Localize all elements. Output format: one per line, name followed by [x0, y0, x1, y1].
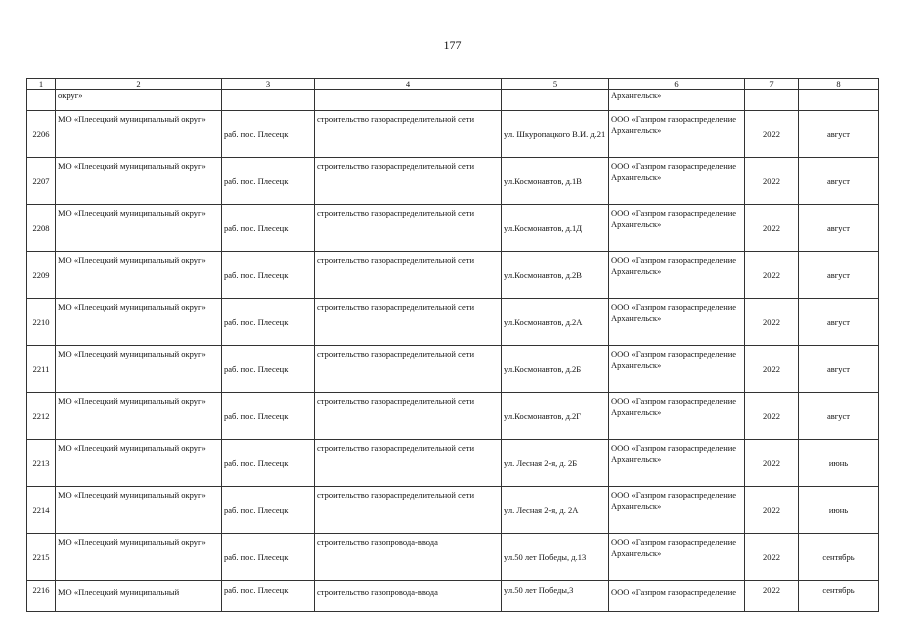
- cell-municipality: МО «Плесецкий муниципальный округ»: [56, 393, 222, 440]
- cell-address: ул. Лесная 2-я, д. 2А: [502, 487, 609, 534]
- cell-settlement: раб. пос. Плесецк: [222, 205, 315, 252]
- cell-year: 2022: [745, 205, 799, 252]
- cell-month: август: [799, 252, 879, 299]
- cell-organization: ООО «Газпром газораспределение Архангельск»: [609, 440, 745, 487]
- cell-no: 2207: [27, 158, 56, 205]
- cell-settlement: раб. пос. Плесецк: [222, 581, 315, 612]
- table-row: [27, 299, 879, 346]
- cell-municipality: МО «Плесецкий муниципальный округ»: [56, 534, 222, 581]
- table-row: [27, 205, 879, 252]
- cell-year: 2022: [745, 252, 799, 299]
- cell-work: строительство газопровода-ввода: [315, 581, 502, 612]
- cell-address: ул. Шкуропацкого В.И. д.21: [502, 111, 609, 158]
- cell-work: строительство газораспределительной сети: [315, 487, 502, 534]
- cell-address: [502, 90, 609, 111]
- column-header: 5: [502, 79, 609, 90]
- cell-year: 2022: [745, 487, 799, 534]
- cell-no: 2214: [27, 487, 56, 534]
- cell-month: август: [799, 299, 879, 346]
- cell-settlement: раб. пос. Плесецк: [222, 111, 315, 158]
- cell-month: август: [799, 158, 879, 205]
- cell-month: август: [799, 393, 879, 440]
- cell-municipality: округ»: [56, 90, 222, 111]
- column-header: 7: [745, 79, 799, 90]
- cell-address: ул.Космонавтов, д.2А: [502, 299, 609, 346]
- table-row: [27, 346, 879, 393]
- cell-municipality: МО «Плесецкий муниципальный округ»: [56, 205, 222, 252]
- cell-year: 2022: [745, 299, 799, 346]
- cell-municipality: МО «Плесецкий муниципальный округ»: [56, 299, 222, 346]
- table-row: [27, 111, 879, 158]
- cell-work: строительство газораспределительной сети: [315, 252, 502, 299]
- cell-no: 2216: [27, 581, 56, 612]
- cell-organization: ООО «Газпром газораспределение Архангельск»: [609, 299, 745, 346]
- cell-work: строительство газораспределительной сети: [315, 346, 502, 393]
- cell-address: ул.Космонавтов, д.2Б: [502, 346, 609, 393]
- cell-organization: ООО «Газпром газораспределение Архангельск»: [609, 393, 745, 440]
- cell-municipality: МО «Плесецкий муниципальный: [56, 581, 222, 612]
- cell-no: 2213: [27, 440, 56, 487]
- table-row: [27, 252, 879, 299]
- cell-work: строительство газопровода-ввода: [315, 534, 502, 581]
- cell-organization: ООО «Газпром газораспределение Архангельск»: [609, 346, 745, 393]
- cell-year: 2022: [745, 393, 799, 440]
- cell-organization: ООО «Газпром газораспределение: [609, 581, 745, 612]
- cell-month: июнь: [799, 440, 879, 487]
- cell-municipality: МО «Плесецкий муниципальный округ»: [56, 111, 222, 158]
- cell-settlement: раб. пос. Плесецк: [222, 252, 315, 299]
- cell-settlement: раб. пос. Плесецк: [222, 393, 315, 440]
- cell-organization: ООО «Газпром газораспределение Архангельск»: [609, 487, 745, 534]
- cell-organization: ООО «Газпром газораспределение Архангельск»: [609, 205, 745, 252]
- cell-settlement: раб. пос. Плесецк: [222, 487, 315, 534]
- cell-settlement: раб. пос. Плесецк: [222, 440, 315, 487]
- cell-settlement: раб. пос. Плесецк: [222, 299, 315, 346]
- cell-month: июнь: [799, 487, 879, 534]
- cell-address: ул.Космонавтов, д.1В: [502, 158, 609, 205]
- cell-address: ул.50 лет Победы, д.13: [502, 534, 609, 581]
- cell-settlement: раб. пос. Плесецк: [222, 158, 315, 205]
- cell-settlement: [222, 90, 315, 111]
- column-header: 3: [222, 79, 315, 90]
- cell-address: ул. Лесная 2-я, д. 2Б: [502, 440, 609, 487]
- cell-no: 2210: [27, 299, 56, 346]
- cell-work: строительство газораспределительной сети: [315, 299, 502, 346]
- column-header: 1: [27, 79, 56, 90]
- column-header: 8: [799, 79, 879, 90]
- cell-address: ул.Космонавтов, д.1Д: [502, 205, 609, 252]
- cell-year: 2022: [745, 440, 799, 487]
- table-row: [27, 158, 879, 205]
- cell-organization: ООО «Газпром газораспределение Архангельск»: [609, 252, 745, 299]
- column-header: 4: [315, 79, 502, 90]
- cell-address: ул.50 лет Победы,3: [502, 581, 609, 612]
- cell-month: сентябрь: [799, 581, 879, 612]
- cell-address: ул.Космонавтов, д.2В: [502, 252, 609, 299]
- continuation-row: [27, 90, 879, 111]
- cell-settlement: раб. пос. Плесецк: [222, 534, 315, 581]
- cell-month: сентябрь: [799, 534, 879, 581]
- cell-organization: ООО «Газпром газораспределение Архангельск»: [609, 158, 745, 205]
- table-row: [27, 393, 879, 440]
- cell-month: [799, 90, 879, 111]
- cell-month: август: [799, 111, 879, 158]
- cell-settlement: раб. пос. Плесецк: [222, 346, 315, 393]
- cell-organization: ООО «Газпром газораспределение Архангельск»: [609, 111, 745, 158]
- cell-no: 2211: [27, 346, 56, 393]
- column-header: 6: [609, 79, 745, 90]
- column-number-row: [27, 79, 879, 90]
- cell-year: 2022: [745, 158, 799, 205]
- cell-municipality: МО «Плесецкий муниципальный округ»: [56, 252, 222, 299]
- cell-no: 2212: [27, 393, 56, 440]
- cell-municipality: МО «Плесецкий муниципальный округ»: [56, 346, 222, 393]
- cell-month: август: [799, 346, 879, 393]
- page-number: 177: [443, 38, 462, 52]
- cell-municipality: МО «Плесецкий муниципальный округ»: [56, 158, 222, 205]
- cell-no: [27, 90, 56, 111]
- table-row: [27, 487, 879, 534]
- cell-work: строительство газораспределительной сети: [315, 111, 502, 158]
- cell-work: строительство газораспределительной сети: [315, 393, 502, 440]
- cell-no: 2208: [27, 205, 56, 252]
- cell-work: строительство газораспределительной сети: [315, 440, 502, 487]
- cell-work: [315, 90, 502, 111]
- cell-no: 2206: [27, 111, 56, 158]
- cell-organization: ООО «Газпром газораспределение Архангельск»: [609, 534, 745, 581]
- column-header: 2: [56, 79, 222, 90]
- cell-municipality: МО «Плесецкий муниципальный округ»: [56, 487, 222, 534]
- table-row: [27, 534, 879, 581]
- cell-work: строительство газораспределительной сети: [315, 158, 502, 205]
- data-table: [26, 78, 879, 612]
- table-row: [27, 581, 879, 612]
- table-row: [27, 440, 879, 487]
- cell-no: 2215: [27, 534, 56, 581]
- cell-year: 2022: [745, 581, 799, 612]
- cell-municipality: МО «Плесецкий муниципальный округ»: [56, 440, 222, 487]
- cell-address: ул.Космонавтов, д.2Г: [502, 393, 609, 440]
- cell-year: [745, 90, 799, 111]
- cell-organization: Архангельск»: [609, 90, 745, 111]
- cell-no: 2209: [27, 252, 56, 299]
- cell-month: август: [799, 205, 879, 252]
- cell-year: 2022: [745, 346, 799, 393]
- cell-year: 2022: [745, 111, 799, 158]
- cell-year: 2022: [745, 534, 799, 581]
- cell-work: строительство газораспределительной сети: [315, 205, 502, 252]
